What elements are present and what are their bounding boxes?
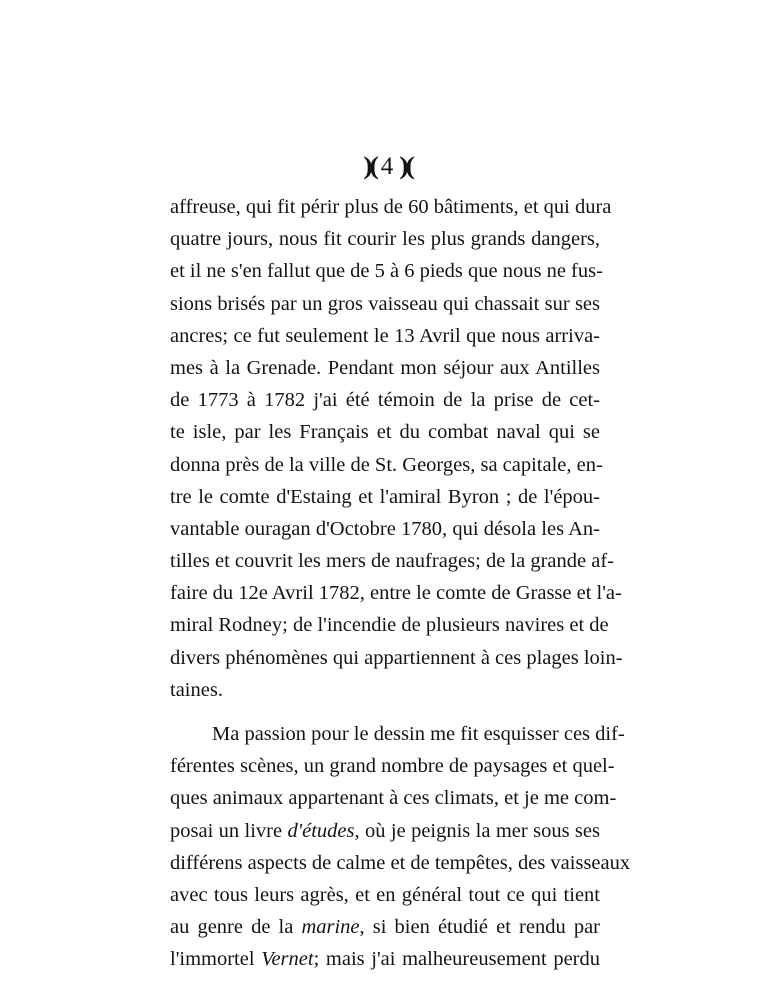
text-line: avec tous leurs agrès, et en général tout ce qui tient bbox=[170, 883, 600, 906]
text-segment: , où je peignis la mer sous ses bbox=[354, 819, 600, 842]
body-text bbox=[170, 191, 631, 976]
text-line bbox=[170, 815, 600, 847]
paragraph-gap bbox=[170, 706, 600, 718]
text-line bbox=[170, 911, 600, 943]
header-left-ornament: )( bbox=[363, 153, 376, 180]
text-line: taines. bbox=[170, 678, 223, 701]
page-header bbox=[0, 152, 775, 182]
paragraph bbox=[170, 191, 623, 706]
text-segment: ; mais j'ai malheureusement perdu bbox=[313, 948, 600, 971]
text-line: ancres; ce fut seulement le 13 Avril que nous arriva- bbox=[170, 324, 600, 347]
text-line: différens aspects de calme et de tempêtes, des vaisseaux bbox=[170, 851, 631, 874]
text-line bbox=[170, 943, 600, 975]
text-line: ques animaux appartenant à ces climats, et je me com- bbox=[170, 787, 617, 810]
header-right-ornament: )( bbox=[399, 153, 412, 180]
paragraph bbox=[170, 718, 631, 976]
text-segment: posai un livre bbox=[170, 819, 288, 842]
italic-term: Vernet bbox=[261, 948, 314, 971]
text-line: te isle, par les Français et du combat naval qui se bbox=[170, 421, 600, 444]
text-line: vantable ouragan d'Octobre 1780, qui désola les An- bbox=[170, 517, 600, 540]
text-line: divers phénomènes qui appartiennent à ces plages loin- bbox=[170, 646, 623, 669]
text-line: Ma passion pour le dessin me fit esquisser ces dif- bbox=[212, 723, 625, 745]
text-line: mes à la Grenade. Pendant mon séjour aux Antilles bbox=[170, 356, 600, 379]
page-number: 4 bbox=[380, 153, 395, 180]
text-line: affreuse, qui fit périr plus de 60 bâtiments, et qui dura bbox=[170, 196, 612, 218]
text-line: de 1773 à 1782 j'ai été témoin de la prise de cet- bbox=[170, 389, 600, 412]
text-line: et il ne s'en fallut que de 5 à 6 pieds que nous ne fus- bbox=[170, 260, 603, 283]
text-line: donna près de la ville de St. Georges, sa capitale, en- bbox=[170, 453, 603, 476]
text-line: quatre jours, nous fit courir les plus grands dangers, bbox=[170, 228, 600, 251]
text-line: férentes scènes, un grand nombre de paysages et quel- bbox=[170, 755, 615, 778]
text-line: faire du 12e Avril 1782, entre le comte de Grasse et l'a- bbox=[170, 582, 622, 605]
text-segment: , si bien étudié et rendu par bbox=[359, 916, 600, 939]
text-line: tre le comte d'Estaing et l'amiral Byron ; de l'épou- bbox=[170, 485, 600, 508]
italic-term: d'études bbox=[287, 819, 355, 842]
text-line: sions brisés par un gros vaisseau qui chassait sur ses bbox=[170, 292, 600, 315]
text-segment: au genre de la bbox=[170, 916, 302, 939]
text-line: miral Rodney; de l'incendie de plusieurs navires et de bbox=[170, 614, 609, 637]
text-line: tilles et couvrit les mers de naufrages; de la grande af- bbox=[170, 550, 614, 573]
text-segment: l'immortel bbox=[170, 948, 262, 971]
italic-term: marine bbox=[301, 916, 360, 939]
